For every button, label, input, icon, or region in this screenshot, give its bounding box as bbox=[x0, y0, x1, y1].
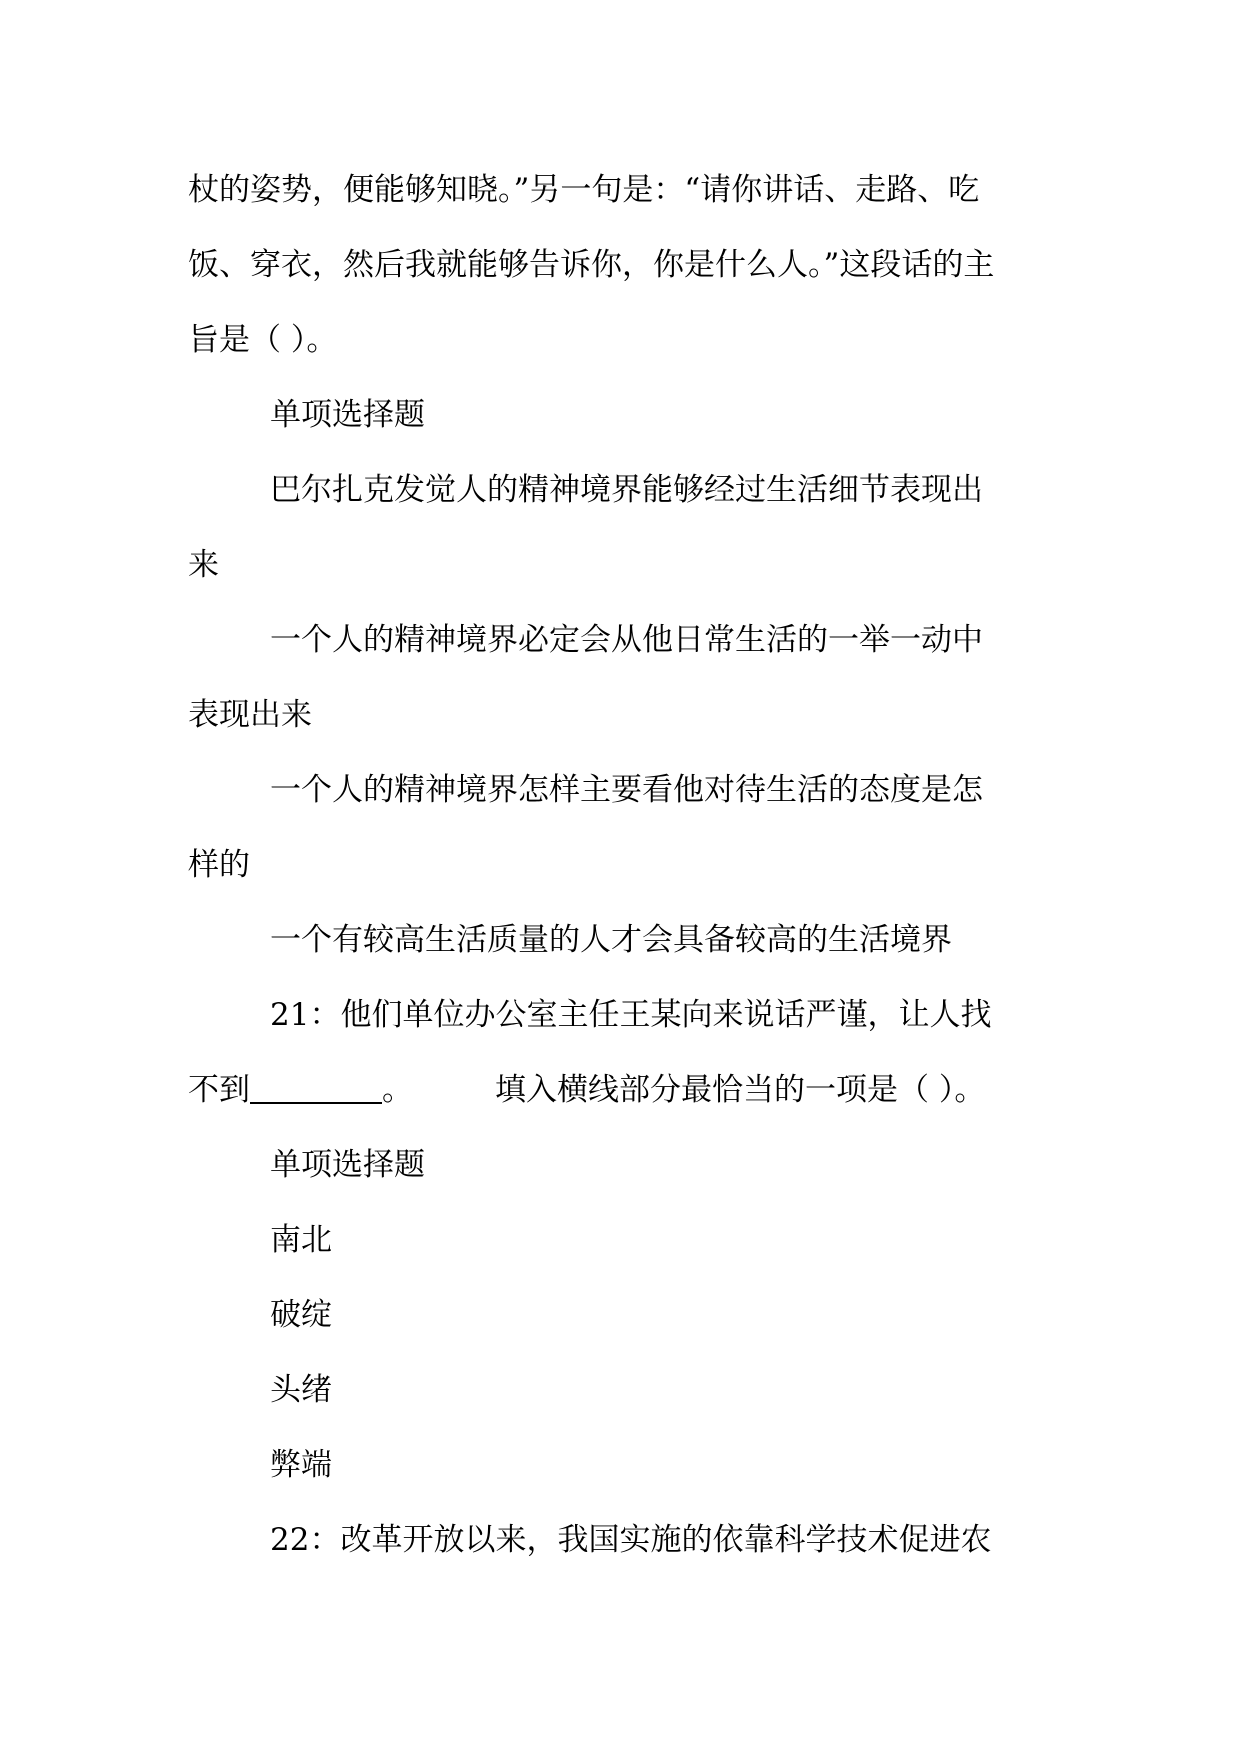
option-text: 巴尔扎克发觉人的精神境界能够经过生活细节表现出 bbox=[270, 472, 983, 508]
q21-text-after-blank: 。 bbox=[382, 1072, 413, 1108]
q21-text-before-blank: 不到 bbox=[188, 1072, 250, 1108]
option-text: 表现出来 bbox=[188, 697, 312, 733]
q21-stem-line-2 bbox=[188, 1053, 1058, 1128]
q21-option-b: 破绽 bbox=[270, 1297, 332, 1333]
option-text: 一个人的精神境界必定会从他日常生活的一举一动中 bbox=[270, 622, 983, 658]
option-text: 样的 bbox=[188, 847, 250, 883]
option-text: 来 bbox=[188, 547, 219, 583]
option-text: 一个有较高生活质量的人才会具备较高的生活境界 bbox=[270, 922, 952, 958]
q20-option-d bbox=[188, 903, 1058, 978]
document-body bbox=[188, 153, 1058, 1578]
q20-type-label: 单项选择题 bbox=[270, 397, 425, 433]
q20-option-c bbox=[188, 753, 1058, 903]
q20-option-b bbox=[188, 603, 1058, 753]
option-text: 一个人的精神境界怎样主要看他对待生活的态度是怎 bbox=[270, 772, 983, 808]
q22-stem-line: 22：改革开放以来，我国实施的依靠科学技术促进农 bbox=[270, 1522, 992, 1558]
q20-stem-line: 饭、穿衣，然后我就能够告诉你，你是什么人。”这段话的主 bbox=[188, 247, 995, 283]
q21-option-a: 南北 bbox=[270, 1222, 332, 1258]
q20-stem-line: 杖的姿势，便能够知晓。”另一句是：“请你讲话、走路、吃 bbox=[188, 172, 980, 208]
q21-option-c: 头绪 bbox=[270, 1372, 332, 1408]
q20-option-a bbox=[188, 453, 1058, 603]
q21-stem-line: 21：他们单位办公室主任王某向来说话严谨，让人找 bbox=[270, 997, 992, 1033]
q21-type-label: 单项选择题 bbox=[270, 1147, 425, 1183]
q20-stem-line: 旨是（ ）。 bbox=[188, 322, 338, 358]
q21-option-d: 弊端 bbox=[270, 1447, 332, 1483]
q21-instruction: 填入横线部分最恰当的一项是（ ）。 bbox=[495, 1072, 986, 1108]
q20-stem bbox=[188, 153, 1058, 378]
fill-in-blank bbox=[250, 1072, 382, 1104]
